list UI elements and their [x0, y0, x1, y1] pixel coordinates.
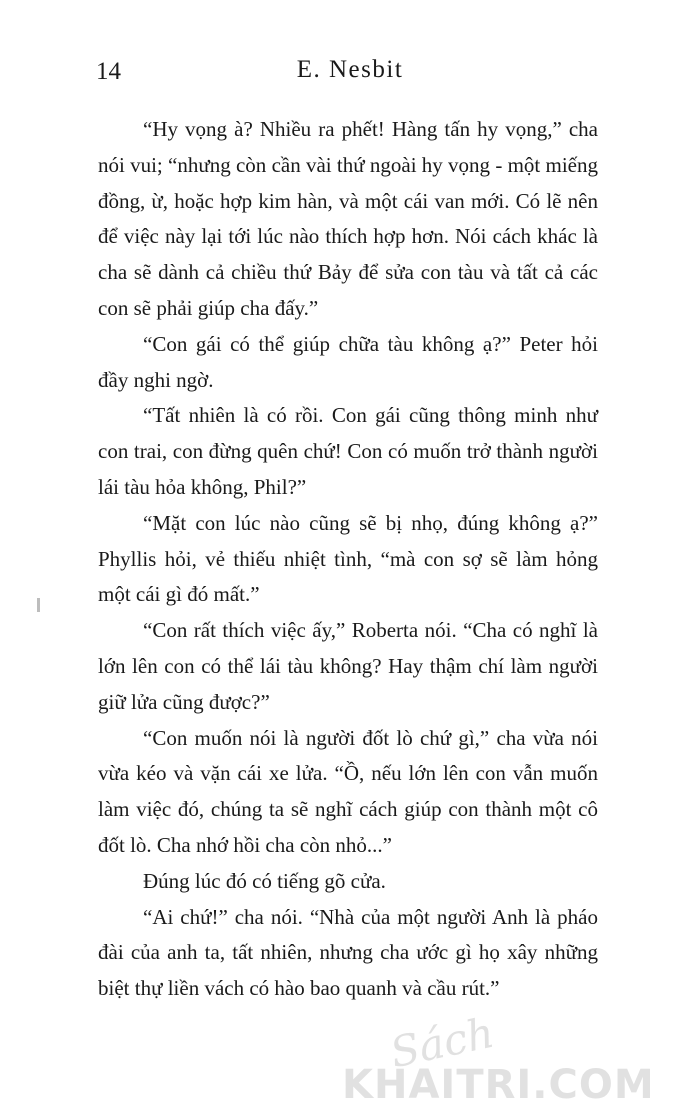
paragraph: “Con rất thích việc ấy,” Roberta nói. “Cha có nghĩ là lớn lên con có thể lái tàu không? Hay thậm chí làm người giữ lửa cũng được?” — [98, 618, 598, 714]
running-head: E. Nesbit — [296, 56, 404, 83]
paragraph: “Ai chứ!” cha nói. “Nhà của một người Anh là pháo đài của anh ta, tất nhiên, nhưng cha ước gì họ xây những biệt thự liền vách có hào bao quanh và cầu rút.” — [98, 904, 598, 1001]
page-number: 14 — [96, 58, 121, 85]
watermark-brand: KHAITRI.COM — [342, 1062, 655, 1108]
watermark — [342, 1007, 682, 1114]
watermark-script: Sách — [386, 1007, 499, 1078]
paragraph: “Mặt con lúc nào cũng sẽ bị nhọ, đúng không ạ?” Phyllis hỏi, vẻ thiếu nhiệt tình, “mà con sợ sẽ làm hỏng một cái gì đó mất.” — [98, 510, 598, 607]
paragraph: “Tất nhiên là có rồi. Con gái cũng thông minh như con trai, con đừng quên chứ! Con có muốn trở thành người lái tàu hỏa không, Phil?” — [98, 403, 598, 499]
paragraph: “Hy vọng à? Nhiều ra phết! Hàng tấn hy vọng,” cha nói vui; “nhưng còn cần vài thứ ngoài hy vọng - một miếng đồng, ừ, hoặc hợp kim hàn, và một cái van mới. Có lẽ nên để việc này lại tới lúc nào thích hợp hơn. Nói cách khác là cha sẽ dành cả chiều thứ Bảy để sửa con tàu và tất cả các con sẽ phải giúp cha đấy.” — [98, 117, 598, 320]
paragraph: “Con muốn nói là người đốt lò chứ gì,” cha vừa nói vừa kéo và vặn cái xe lửa. “Ồ, nếu lớn lên con vẫn muốn làm việc đó, chúng ta sẽ nghĩ cách giúp con thành một cô đốt lò. Cha nhớ hồi cha còn nhỏ...” — [98, 725, 598, 857]
margin-mark — [37, 598, 40, 612]
paragraph: “Con gái có thể giúp chữa tàu không ạ?” Peter hỏi đầy nghi ngờ. — [98, 331, 598, 392]
paragraph: Đúng lúc đó có tiếng gõ cửa. — [143, 868, 386, 893]
body-text — [98, 112, 598, 1007]
